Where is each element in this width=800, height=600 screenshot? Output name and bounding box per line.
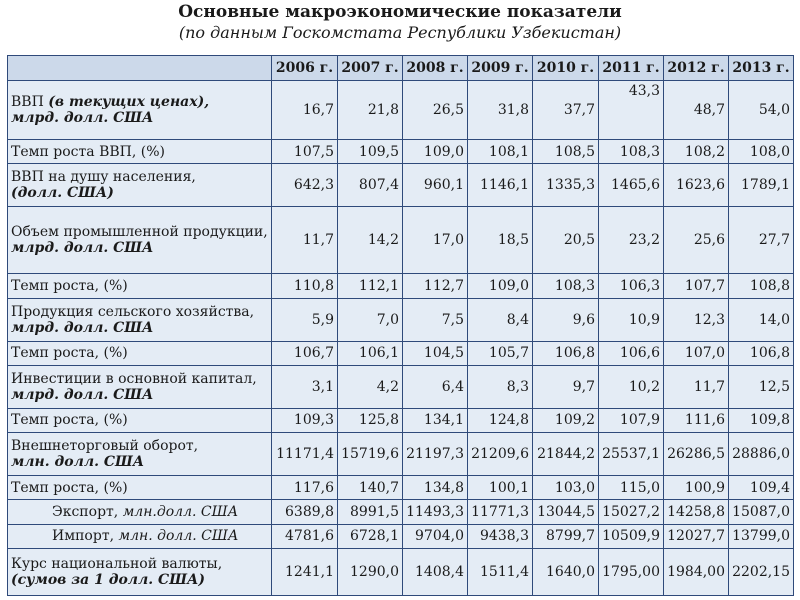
table-cell: 117,6	[272, 475, 338, 499]
row-label-text: Импорт,	[52, 528, 115, 545]
row-label: Темп роста, (%)	[8, 274, 272, 298]
table-cell: 18,5	[468, 207, 533, 274]
table-cell: 31,8	[468, 81, 533, 140]
table-cell: 106,8	[729, 341, 794, 365]
table-cell: 104,5	[403, 341, 468, 365]
table-cell: 109,4	[729, 475, 794, 499]
row-label: Темп роста, (%)	[8, 475, 272, 499]
header-year: 2007 г.	[338, 56, 403, 81]
row-label-note: (в текущих ценах),	[48, 94, 210, 111]
table-cell: 10509,9	[599, 524, 664, 548]
table-cell: 37,7	[533, 81, 599, 140]
table-cell: 11171,4	[272, 433, 338, 476]
table-row	[8, 298, 794, 341]
table-cell: 1789,1	[729, 164, 794, 207]
table-row	[8, 500, 794, 524]
table-cell: 14258,8	[664, 500, 729, 524]
table-cell: 13044,5	[533, 500, 599, 524]
table-cell: 106,3	[599, 274, 664, 298]
table-cell: 108,2	[664, 140, 729, 164]
table-cell: 1290,0	[338, 549, 403, 596]
table-cell: 109,2	[533, 408, 599, 432]
table-cell: 14,2	[338, 207, 403, 274]
row-label-text: Курс национальной валюты,	[11, 556, 223, 573]
table-cell: 3,1	[272, 365, 338, 408]
table-cell: 110,8	[272, 274, 338, 298]
row-label	[8, 500, 272, 524]
table-cell: 960,1	[403, 164, 468, 207]
table-row	[8, 341, 794, 365]
table-cell: 1241,1	[272, 549, 338, 596]
table-cell: 15027,2	[599, 500, 664, 524]
table-cell: 11,7	[664, 365, 729, 408]
header-corner-cell	[8, 56, 272, 81]
row-label: Темп роста ВВП, (%)	[8, 140, 272, 164]
table-cell: 9438,3	[468, 524, 533, 548]
row-label-unit: (долл. США)	[11, 185, 114, 202]
table-cell: 134,8	[403, 475, 468, 499]
header-year: 2009 г.	[468, 56, 533, 81]
page-subtitle: (по данным Госкомстата Республики Узбекистан)	[178, 23, 622, 42]
table-cell: 112,1	[338, 274, 403, 298]
table-cell: 21,8	[338, 81, 403, 140]
table-cell: 21209,6	[468, 433, 533, 476]
row-label-unit: млрд. долл. США	[11, 240, 154, 257]
row-label-unit: млрд. долл. США	[11, 110, 154, 127]
header-year: 2012 г.	[664, 56, 729, 81]
table-cell: 25537,1	[599, 433, 664, 476]
row-label-text: ВВП на душу населения,	[11, 169, 196, 186]
table-cell: 106,1	[338, 341, 403, 365]
table-cell: 109,0	[403, 140, 468, 164]
table-cell: 11,7	[272, 207, 338, 274]
table-cell: 4781,6	[272, 524, 338, 548]
table-cell: 1408,4	[403, 549, 468, 596]
table-cell: 9704,0	[403, 524, 468, 548]
table-cell: 108,0	[729, 140, 794, 164]
table-row	[8, 140, 794, 164]
table-cell: 17,0	[403, 207, 468, 274]
table-cell: 27,7	[729, 207, 794, 274]
table-cell: 5,9	[272, 298, 338, 341]
table-cell: 10,9	[599, 298, 664, 341]
row-label-text: ВВП	[11, 94, 44, 111]
table-cell: 100,1	[468, 475, 533, 499]
header-row	[8, 56, 794, 81]
table-cell: 54,0	[729, 81, 794, 140]
page-title: Основные макроэкономические показатели	[178, 2, 622, 22]
table-cell: 106,8	[533, 341, 599, 365]
table-cell: 9,6	[533, 298, 599, 341]
row-label-text: Продукция сельского хозяйства,	[11, 303, 255, 320]
row-label: Темп роста, (%)	[8, 341, 272, 365]
row-label	[8, 524, 272, 548]
row-label	[8, 207, 272, 274]
table-cell: 1511,4	[468, 549, 533, 596]
table-cell: 11493,3	[403, 500, 468, 524]
table-cell: 107,9	[599, 408, 664, 432]
table-cell: 48,7	[664, 81, 729, 140]
table-cell: 1335,3	[533, 164, 599, 207]
table-cell: 13799,0	[729, 524, 794, 548]
row-label-unit: (сумов за 1 долл. США)	[11, 572, 205, 589]
row-label-unit: млрд. долл. США	[11, 386, 154, 403]
table-cell: 28886,0	[729, 433, 794, 476]
table-cell: 8,3	[468, 365, 533, 408]
table-cell: 1623,6	[664, 164, 729, 207]
row-label	[8, 365, 272, 408]
table-cell: 108,8	[729, 274, 794, 298]
table-cell: 7,5	[403, 298, 468, 341]
table-cell: 1640,0	[533, 549, 599, 596]
table-cell: 125,8	[338, 408, 403, 432]
table-cell: 10,2	[599, 365, 664, 408]
table-cell: 109,3	[272, 408, 338, 432]
table-cell: 21197,3	[403, 433, 468, 476]
table-cell: 103,0	[533, 475, 599, 499]
table-cell: 6,4	[403, 365, 468, 408]
row-label-text: Объем промышленной продукции,	[11, 224, 268, 241]
table-cell: 2202,15	[729, 549, 794, 596]
table-cell: 6389,8	[272, 500, 338, 524]
table-cell: 642,3	[272, 164, 338, 207]
table-cell: 6728,1	[338, 524, 403, 548]
table-cell: 109,5	[338, 140, 403, 164]
table-cell: 12,3	[664, 298, 729, 341]
table-cell: 8799,7	[533, 524, 599, 548]
table-cell: 12,5	[729, 365, 794, 408]
table-cell: 107,7	[664, 274, 729, 298]
table-cell: 112,7	[403, 274, 468, 298]
table-cell: 7,0	[338, 298, 403, 341]
table-cell: 21844,2	[533, 433, 599, 476]
table-cell: 26286,5	[664, 433, 729, 476]
table-cell: 1984,00	[664, 549, 729, 596]
table-cell: 107,0	[664, 341, 729, 365]
row-label	[8, 81, 272, 140]
table-row	[8, 81, 794, 140]
table-cell: 23,2	[599, 207, 664, 274]
row-label-unit: млрд. долл. США	[11, 319, 154, 336]
table-cell: 15719,6	[338, 433, 403, 476]
header-year: 2006 г.	[272, 56, 338, 81]
row-label	[8, 298, 272, 341]
table-row	[8, 524, 794, 548]
row-label	[8, 549, 272, 596]
header-year: 2010 г.	[533, 56, 599, 81]
table-cell: 20,5	[533, 207, 599, 274]
table-cell: 16,7	[272, 81, 338, 140]
table-row	[8, 207, 794, 274]
row-label-unit: млн. долл. США	[11, 453, 145, 470]
row-label-text: Экспорт,	[52, 503, 119, 520]
table-cell: 25,6	[664, 207, 729, 274]
header-year: 2013 г.	[729, 56, 794, 81]
table-cell: 12027,7	[664, 524, 729, 548]
header-year: 2008 г.	[403, 56, 468, 81]
table-cell: 1146,1	[468, 164, 533, 207]
row-label: Темп роста, (%)	[8, 408, 272, 432]
table-cell: 108,3	[599, 140, 664, 164]
table-row	[8, 274, 794, 298]
row-label-text: Внешнеторговый оборот,	[11, 437, 199, 454]
table-cell: 15087,0	[729, 500, 794, 524]
table-cell: 140,7	[338, 475, 403, 499]
table-cell: 108,3	[533, 274, 599, 298]
table-cell: 26,5	[403, 81, 468, 140]
table-cell: 124,8	[468, 408, 533, 432]
macro-indicators-table	[7, 55, 794, 596]
table-cell: 43,3	[599, 81, 664, 140]
header-year: 2011 г.	[599, 56, 664, 81]
row-label-unit: млн.долл. США	[122, 503, 239, 520]
table-cell: 115,0	[599, 475, 664, 499]
table-row	[8, 365, 794, 408]
table-cell: 11771,3	[468, 500, 533, 524]
table-cell: 100,9	[664, 475, 729, 499]
row-label-text: Инвестиции в основной капитал,	[11, 370, 257, 387]
row-label	[8, 164, 272, 207]
table-row	[8, 408, 794, 432]
table-cell: 107,5	[272, 140, 338, 164]
row-label	[8, 433, 272, 476]
table-cell: 8991,5	[338, 500, 403, 524]
table-row	[8, 433, 794, 476]
table-cell: 105,7	[468, 341, 533, 365]
table-cell: 1795,00	[599, 549, 664, 596]
table-cell: 108,1	[468, 140, 533, 164]
table-cell: 109,0	[468, 274, 533, 298]
table-cell: 14,0	[729, 298, 794, 341]
table-cell: 111,6	[664, 408, 729, 432]
table-row	[8, 475, 794, 499]
row-label-unit: млн. долл. США	[118, 528, 239, 545]
table-cell: 108,5	[533, 140, 599, 164]
table-row	[8, 549, 794, 596]
table-cell: 9,7	[533, 365, 599, 408]
table-row	[8, 164, 794, 207]
table-cell: 4,2	[338, 365, 403, 408]
table-cell: 1465,6	[599, 164, 664, 207]
table-cell: 109,8	[729, 408, 794, 432]
table-cell: 8,4	[468, 298, 533, 341]
table-cell: 106,6	[599, 341, 664, 365]
table-cell: 807,4	[338, 164, 403, 207]
table-cell: 134,1	[403, 408, 468, 432]
table-cell: 106,7	[272, 341, 338, 365]
